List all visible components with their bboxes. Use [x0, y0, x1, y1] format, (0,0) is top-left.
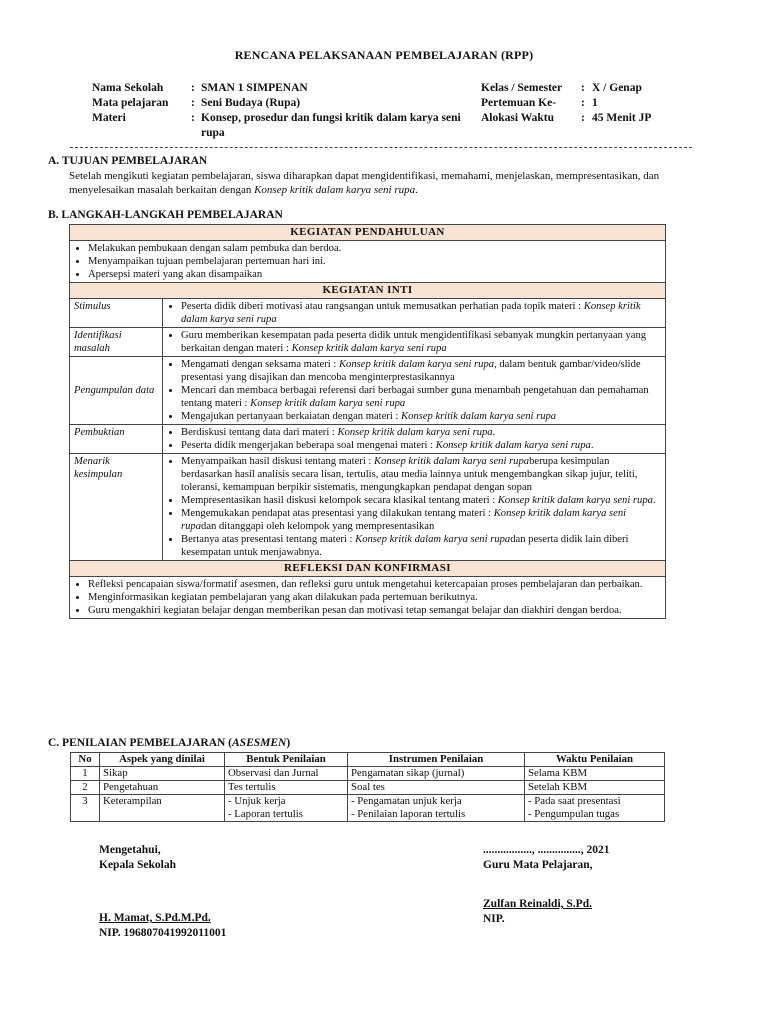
- band-refleksi: REFLEKSI DAN KONFIRMASI: [70, 561, 666, 577]
- value-nama-sekolah: SMAN 1 SIMPENAN: [201, 82, 308, 94]
- cell-bentuk: Observasi dan Jurnal: [225, 767, 348, 781]
- section-a-heading: A. TUJUAN PEMBELAJARAN: [48, 155, 208, 167]
- label-alokasi-waktu: Alokasi Waktu: [481, 112, 554, 124]
- pendahuluan-cell: [70, 241, 666, 283]
- section-a-body: Setelah mengikuti kegiatan pembelajaran, siswa diharapkan dapat mengidentifikasi, memahami, menjelaskan, mempresentasikan, dan menyelesaikan masalah berkaitan dengan: [69, 170, 660, 196]
- column-header-waktu: Waktu Penilaian: [525, 753, 665, 767]
- cell-bentuk: Tes tertulis: [225, 781, 348, 795]
- signature-right-top: [483, 843, 610, 873]
- pendahuluan-list: [74, 242, 661, 281]
- teacher-nip: NIP.: [483, 913, 505, 925]
- band-pendahuluan: KEGIATAN PENDAHULUAN: [70, 225, 666, 241]
- row-label-pembuktian: Pembuktian: [70, 425, 163, 454]
- list-item: • Apersepsi materi yang akan disampaikan: [88, 268, 661, 281]
- cell-line: - Pengamatan unjuk kerja: [351, 795, 462, 807]
- row-label-pengumpulan: Pengumpulan data: [70, 357, 163, 425]
- section-c-heading-asesmen: ASESMEN: [232, 737, 287, 749]
- signature-left-top: [99, 843, 176, 873]
- column-header-no: No: [71, 753, 100, 767]
- cell-aspek: Keterampilan: [100, 795, 225, 822]
- colon: :: [581, 112, 585, 124]
- list-item: • Berdiskusi tentang data dari materi : Konsep kritik dalam karya seni rupa.: [181, 426, 661, 439]
- label-kelas-semester: Kelas / Semester: [481, 82, 563, 94]
- document-title: RENCANA PELAKSANAAN PEMBELAJARAN (RPP): [234, 48, 534, 62]
- refleksi-cell: [70, 577, 666, 619]
- identity-colons-left: [191, 81, 195, 126]
- identifikasi-cell: [163, 328, 666, 357]
- list-item: • Mempresentasikan hasil diskusi kelompok secara klasikal tentang materi : Konsep kritik dalam karya seni rupa.: [181, 494, 661, 507]
- column-header-instrumen: Instrumen Penilaian: [348, 753, 525, 767]
- cell-instrumen: [348, 795, 525, 822]
- pengumpulan-cell: [163, 357, 666, 425]
- cell-line: - Pengumpulan tugas: [528, 808, 620, 820]
- cell-line: - Unjuk kerja: [228, 795, 286, 807]
- table-row: [71, 767, 665, 781]
- section-b-heading: B. LANGKAH-LANGKAH PEMBELAJARAN: [48, 209, 283, 221]
- table-row: [71, 781, 665, 795]
- list-item: • Mengamati dengan seksama materi : Konsep kritik dalam karya seni rupa, dalam bentuk gambar/video/slide presentasi yang disajikan dan mencoba menginterprestasikannya: [181, 358, 661, 384]
- signature-right-line1: ................., ..............., 2021: [483, 844, 610, 856]
- headmaster-nip: NIP. 196807041992011001: [99, 927, 227, 939]
- row-label-identifikasi: Identifikasi masalah: [70, 328, 163, 357]
- stimulus-cell: [163, 299, 666, 328]
- list-item: • Mengemukakan pendapat atas presentasi yang dilakukan tentang materi : Konsep kritik dalam karya seni rupadan ditanggapi oleh kelompok yang mempresentasikan: [181, 507, 661, 533]
- label-mata-pelajaran: Mata pelajaran: [92, 97, 169, 109]
- cell-instrumen: Soal tes: [348, 781, 525, 795]
- column-header-aspek: Aspek yang dinilai: [100, 753, 225, 767]
- section-a-text: [69, 169, 684, 197]
- colon: :: [581, 82, 585, 94]
- cell-no: 3: [71, 795, 100, 822]
- cell-no: 2: [71, 781, 100, 795]
- signature-right-bottom: [483, 897, 592, 927]
- cell-waktu: Selama KBM: [525, 767, 665, 781]
- signature-left-line2: Kepala Sekolah: [99, 859, 177, 871]
- list-item: • Guru memberikan kesempatan pada peserta didik untuk mengidentifikasi sebanyak mungkin pertanyaan yang berkaitan dengan materi : Konsep kritik dalam karya seni rupa: [181, 329, 661, 355]
- colon: :: [191, 82, 195, 94]
- list-item: • Menyampaikan hasil diskusi tentang materi : Konsep kritik dalam karya seni rupaberupa kesimpulan berdasarkan hasil analisis secara lisan, tertulis, atau media lainnya untuk mengembangkan sikap jujur, teliti, toleransi, kemampuan berpikir sistematis, mengungkapkan pendapat dengan sopan: [181, 455, 661, 494]
- identity-colons-right: [581, 81, 585, 126]
- cell-instrumen: Pengamatan sikap (jurnal): [348, 767, 525, 781]
- cell-line: - Pada saat presentasi: [528, 795, 621, 807]
- row-label-menarik: Menarik kesimpulan: [70, 454, 163, 561]
- list-item: • Menyampaikan tujuan pembelajaran pertemuan hari ini.: [88, 255, 661, 268]
- colon: :: [581, 97, 585, 109]
- identity-values-right: [592, 81, 702, 126]
- table-row: [71, 795, 665, 822]
- value-kelas-semester: X / Genap: [592, 82, 642, 94]
- cell-no: 1: [71, 767, 100, 781]
- value-alokasi-waktu: 45 Menit JP: [592, 112, 652, 124]
- row-label-stimulus: Stimulus: [70, 299, 163, 328]
- headmaster-name: H. Mamat, S.Pd.M.Pd.: [99, 912, 211, 924]
- label-materi: Materi: [92, 112, 126, 124]
- list-item: • Refleksi pencapaian siswa/formatif asesmen, dan refleksi guru untuk mengetahui ketercapaian proses pembelajaran dan perbaikan.: [88, 578, 661, 591]
- band-inti: KEGIATAN INTI: [70, 283, 666, 299]
- section-c-heading-text: C. PENILAIAN PEMBELAJARAN (: [48, 737, 233, 749]
- pembuktian-cell: [163, 425, 666, 454]
- column-header-bentuk: Bentuk Penilaian: [225, 753, 348, 767]
- label-nama-sekolah: Nama Sekolah: [92, 82, 164, 94]
- value-pertemuan: 1: [592, 97, 598, 109]
- section-a-topic: Konsep kritik dalam karya seni rupa: [254, 184, 416, 196]
- cell-aspek: Sikap: [100, 767, 225, 781]
- cell-waktu: [525, 795, 665, 822]
- list-item: • Mengajukan pertanyaan berkaiatan dengan materi : Konsep kritik dalam karya seni rupa: [181, 410, 661, 423]
- cell-line: - Penilaian laporan tertulis: [351, 808, 466, 820]
- cell-waktu: Setelah KBM: [525, 781, 665, 795]
- list-item: • Melakukan pembukaan dengan salam pembuka dan berdoa.: [88, 242, 661, 255]
- cell-line: - Laporan tertulis: [228, 808, 303, 820]
- section-c-heading: [48, 737, 290, 749]
- list-item: • Peserta didik diberi motivasi atau rangsangan untuk memusatkan perhatian pada topik materi : Konsep kritik dalam karya seni rupa: [181, 300, 661, 326]
- identity-labels-left: [92, 81, 187, 126]
- list-item: • Menginformasikan kegiatan pembelajaran yang akan dilakukan pada pertemuan berikutnya.: [88, 591, 661, 604]
- signature-left-line1: Mengetahui,: [99, 844, 161, 856]
- section-c-heading-end: ): [286, 737, 291, 749]
- list-item: • Mencari dan membaca berbagai referensi dari berbagai sumber guna menambah pengetahuan dan pemahaman tentang materi : Konsep kritik dalam karya seni rupa: [181, 384, 661, 410]
- cell-bentuk: [225, 795, 348, 822]
- cell-aspek: Pengetahuan: [100, 781, 225, 795]
- dashed-divider: [70, 147, 692, 148]
- colon: :: [191, 112, 195, 124]
- signature-left-bottom: [99, 911, 226, 941]
- label-pertemuan: Pertemuan Ke-: [481, 97, 557, 109]
- value-materi: Konsep, prosedur dan fungsi kritik dalam karya seni rupa: [201, 112, 461, 139]
- assessment-table: [70, 752, 665, 822]
- learning-steps-table: [69, 224, 666, 619]
- value-mata-pelajaran: Seni Budaya (Rupa): [201, 97, 301, 109]
- identity-labels-right: [481, 81, 581, 126]
- signature-right-line2: Guru Mata Pelajaran,: [483, 859, 593, 871]
- colon: :: [191, 97, 195, 109]
- teacher-name: Zulfan Reinaldi, S.Pd.: [483, 898, 592, 910]
- identity-values-left: [201, 81, 466, 141]
- list-item: • Peserta didik mengerjakan beberapa soal mengenai materi : Konsep kritik dalam karya seni rupa.: [181, 439, 661, 452]
- section-a-end: .: [415, 184, 418, 196]
- menarik-cell: [163, 454, 666, 561]
- list-item: • Bertanya atas presentasi tentang materi : Konsep kritik dalam karya seni rupadan peserta didik lain diberi kesempatan untuk menjawabnya.: [181, 533, 661, 559]
- list-item: • Guru mengakhiri kegiatan belajar dengan memberikan pesan dan motivasi tetap semangat belajar dan diakhiri dengan berdoa.: [88, 604, 661, 617]
